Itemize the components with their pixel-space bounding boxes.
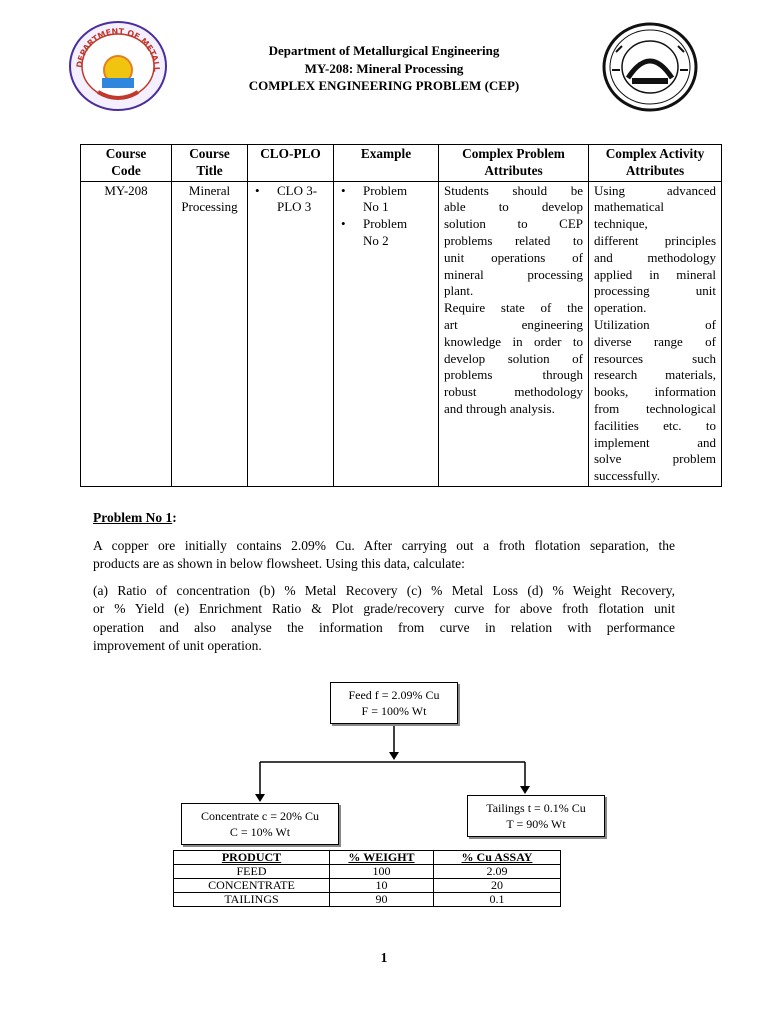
course-title-cell: Mineral Processing (172, 181, 248, 486)
complex-activity-cell: Using advanced mathematical technique, different principles and methodology applied in mineral processing unit operation. Utilization of diverse range of resources such research materials, books, information from technological facilities etc. to implement and solve problem successfully. (589, 181, 722, 486)
svg-text:DEPARTMENT OF METALLURGICAL: DEPARTMENT OF METALL (74, 26, 162, 72)
table-row (174, 893, 561, 907)
page-number: 1 (380, 950, 388, 965)
problem-tasks: (a) Ratio of concentration (b) % Metal Recovery (c) % Metal Loss (d) % Weight Recovery, or % Yield (e) Enrichment Ratio & Plot grade/recovery curve for above froth flotation unit operation and also analyse the information from curve in relation with performance improvement of unit operation. (93, 583, 675, 654)
table-header-row (174, 851, 561, 865)
header-cu-assay: % Cu ASSAY (434, 851, 561, 865)
product-cell: FEED (174, 865, 330, 879)
complex-problem-cell: Students should be able to develop solution to CEP problems related to unit operations of mineral processing plant. Require state of the art engineering knowledge in order to develop solution of problems through robust methodology and through analysis. (439, 181, 589, 486)
assay-cell: 0.1 (434, 893, 561, 907)
weight-cell: 100 (330, 865, 434, 879)
weight-cell: 10 (330, 879, 434, 893)
tailings-box: Tailings t = 0.1% Cu T = 90% Wt (467, 795, 605, 837)
list-item: • Problem No 1 (353, 183, 433, 217)
course-code-cell: MY-208 (81, 181, 172, 486)
table-row (174, 879, 561, 893)
weight-cell: 90 (330, 893, 434, 907)
assay-cell: 20 (434, 879, 561, 893)
product-data-table (173, 850, 561, 907)
course-name: MY-208: Mineral Processing (304, 60, 464, 76)
department-name: Department of Metallurgical Engineering (268, 43, 500, 58)
list-item: • CLO 3- PLO 3 (267, 183, 328, 217)
product-cell: CONCENTRATE (174, 879, 330, 893)
problem-title: Problem No 1: (93, 510, 177, 525)
header-clo-plo: CLO-PLO (248, 145, 334, 182)
product-cell: TAILINGS (174, 893, 330, 907)
table-row (174, 865, 561, 879)
header-product: PRODUCT (174, 851, 330, 865)
header-complex-problem: Complex Problem Attributes (439, 145, 589, 182)
problem-statement: A copper ore initially contains 2.09% Cu. After carrying out a froth flotation separation, the products are as shown in below flowsheet. Using this data, calculate: (93, 538, 675, 572)
header-complex-activity: Complex Activity Attributes (589, 145, 722, 182)
header-weight: % WEIGHT (330, 851, 434, 865)
list-item: • Problem No 2 (353, 216, 433, 250)
header-course-title: Course Title (172, 145, 248, 182)
feed-box: Feed f = 2.09% Cu F = 100% Wt (330, 682, 458, 724)
document-title: COMPLEX ENGINEERING PROBLEM (CEP) (248, 78, 520, 93)
header-example: Example (334, 145, 439, 182)
header-course-code: Course Code (81, 145, 172, 182)
concentrate-box: Concentrate c = 20% Cu C = 10% Wt (181, 803, 339, 845)
assay-cell: 2.09 (434, 865, 561, 879)
